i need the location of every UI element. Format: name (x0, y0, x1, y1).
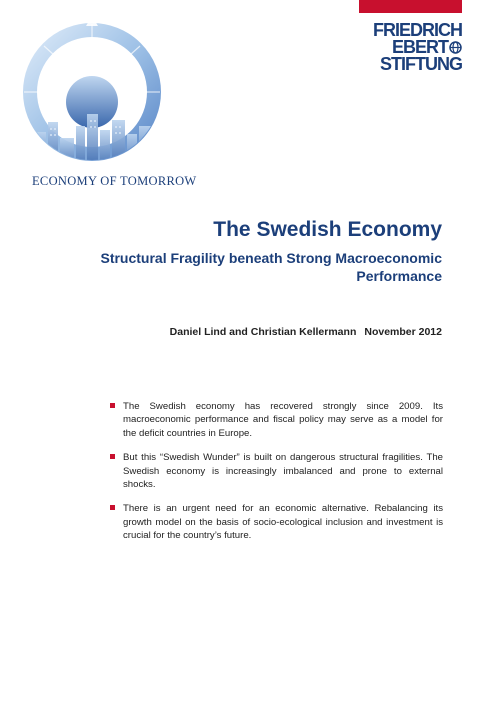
brand-line-3: STIFTUNG (380, 54, 462, 74)
bullet-item (110, 400, 443, 440)
bullet-marker-icon (110, 505, 115, 510)
bullet-text: But this “Swedish Wunder” is built on dangerous structural fragilities. The Swedish economy is increasingly imbalanced and prone to external shocks. (123, 452, 443, 491)
brand-line-2: EBERT (342, 39, 462, 56)
summary-bullets (110, 400, 443, 554)
economy-of-tomorrow-logo (14, 14, 176, 174)
document-subtitle: Structural Fragility beneath Strong Macroeconomic Performance (100, 250, 442, 284)
bullet-item (110, 451, 443, 491)
globe-icon (449, 41, 462, 54)
bullet-item (110, 502, 443, 542)
top-red-bar (359, 0, 462, 13)
byline (170, 326, 442, 338)
bullet-marker-icon (110, 403, 115, 408)
fes-logo (342, 22, 462, 73)
brand-line-1: FRIEDRICH (373, 20, 462, 40)
bullet-marker-icon (110, 454, 115, 459)
bullet-text: The Swedish economy has recovered strongly since 2009. Its macroeconomic performance and fiscal policy may serve as a model for the deficit countries in Europe. (123, 401, 443, 439)
document-title: The Swedish Economy (213, 218, 442, 241)
series-label: ECONOMY OF TOMORROW (32, 174, 197, 188)
publication-date: November 2012 (364, 326, 442, 338)
authors: Daniel Lind and Christian Kellermann (169, 326, 357, 338)
bullet-text: There is an urgent need for an economic alternative. Rebalancing its growth model on the basis of socio-ecological inclusion and investment is crucial for the country’s future. (123, 503, 443, 542)
